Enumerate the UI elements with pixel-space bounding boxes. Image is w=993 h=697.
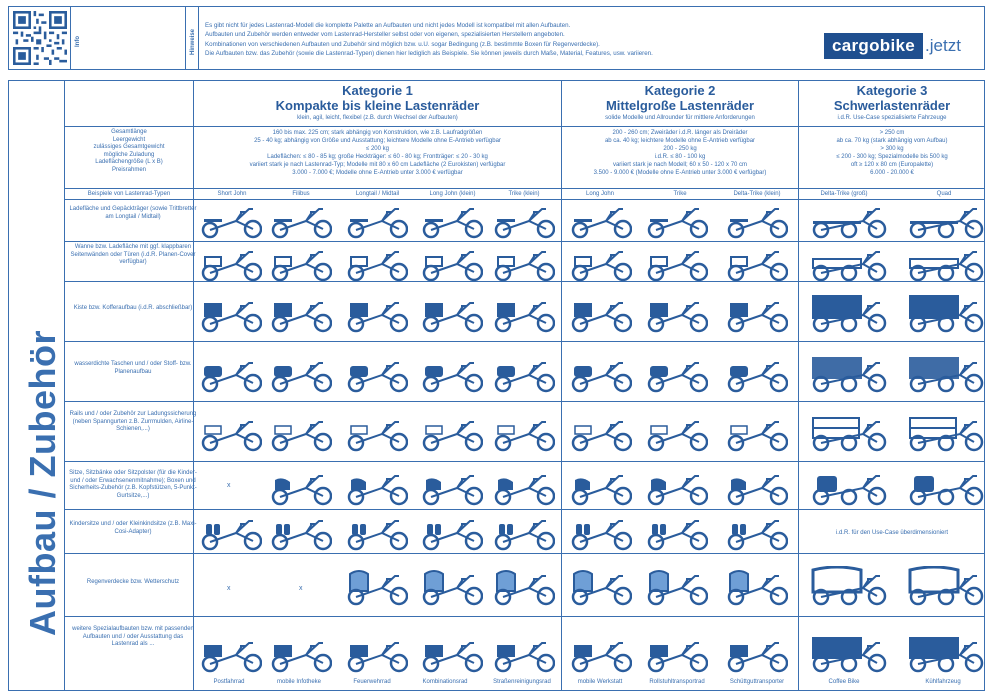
category-sub: solide Modelle und Allrounder für mittlere Anforderungen [605, 115, 755, 121]
cargo-bike-icon [646, 242, 708, 287]
cargo-bike-icon [200, 511, 262, 556]
category-title: Kategorie 3 [856, 83, 928, 98]
spec-value: ≤ 200 kg [366, 146, 389, 153]
cargo-bike-icon [726, 412, 788, 457]
cargo-bike-icon [270, 199, 332, 244]
category-1-heading [194, 83, 561, 121]
oversized-note: i.d.R. für den Use-Case überdimensioniert [835, 530, 949, 536]
hint-line: Es gibt nicht für jedes Lastenrad-Modell die komplette Palette an Aufbauten und nicht jedes Modell ist kompatibel mit allen Aufbauten. [205, 22, 571, 29]
cargo-bike-icon [200, 633, 262, 678]
cargo-bike-icon [421, 242, 483, 287]
category-sub: klein, agil, leicht, flexibel (z.B. durch Wechsel der Aufbauten) [297, 115, 458, 121]
cargobike-logo[interactable] [824, 33, 961, 58]
logo-dot: . [925, 35, 930, 55]
cargo-bike-icon [646, 633, 708, 678]
special-caption: Kombinationsrad [422, 679, 468, 685]
cargo-bike-icon [346, 633, 408, 678]
type-label: Short John [217, 191, 247, 197]
cargo-bike-icon [570, 511, 632, 556]
spec-value: ab ca. 70 kg (stark abhängig vom Aufbau) [836, 138, 948, 145]
category-1-specs [195, 129, 560, 178]
cargo-bike-icon [570, 633, 632, 678]
type-label: Trike (klein) [508, 191, 540, 197]
spec-value: 200 - 260 cm; Zweiräder i.d.R. länger als Dreiräder [612, 130, 748, 136]
cargo-bike-icon [270, 511, 332, 556]
not-applicable-mark: x [227, 482, 231, 489]
cargo-bike-icon [809, 293, 889, 338]
info-header [8, 6, 985, 70]
row-label: wasserdichte Taschen und / oder Stoff- bzw. Planenaufbau [74, 361, 192, 375]
cargo-bike-icon [906, 633, 986, 678]
qr-code[interactable] [13, 11, 67, 65]
side-column [9, 81, 65, 690]
not-applicable-mark: x [227, 585, 231, 592]
cargo-bike-icon [906, 353, 986, 398]
cargo-bike-icon [726, 353, 788, 398]
cargo-bike-icon [646, 353, 708, 398]
category-title: Kategorie 2 [644, 83, 716, 98]
category-2-heading [562, 83, 798, 121]
types-label: Beispiele von Lastenrad-Typen [87, 191, 171, 197]
category-title: Kategorie 1 [342, 83, 413, 98]
cargo-bike-icon [493, 566, 555, 611]
cargo-bike-icon [421, 511, 483, 556]
cargo-bike-icon [421, 412, 483, 457]
spec-value: 3.000 - 7.000 €; Modelle ohne E-Antrieb unter 3.000 € verfügbar [292, 170, 463, 177]
spec-value: variiert stark je nach Modell; 60 x 50 - 120 x 70 cm [612, 162, 748, 169]
row-label: Wanne bzw. Ladefläche mit ggf. klappbaren Seitenwänden oder Türen (i.d.R. Planen-Cover verfügbar) [70, 244, 196, 266]
row-label: Rails und / oder Zubehör zur Ladungssicherung (neben Spanngurten z.B. Zurrmulden, Airline-Schienen,...) [69, 411, 197, 433]
cargo-bike-icon [906, 293, 986, 338]
hints-label: Hinweise [190, 28, 196, 55]
row-label: Sitze, Sitzbänke oder Sitzpolster (für die Kinder- und / oder Erwachsenenmitnahme); Boxen und Sicherheits-Zubehör (z.B. Kopfstützen, 5-Punkt-Gurtsitze,...) [69, 470, 197, 499]
spec-label: Leergewicht [112, 136, 146, 143]
special-caption: Postfahrrad [213, 679, 245, 685]
spec-value: ≤ 200 - 300 kg; Spezialmodelle bis 500 kg [836, 154, 948, 161]
cargo-bike-icon [809, 199, 889, 244]
info-label: Info [75, 36, 81, 47]
hints-text [205, 21, 805, 59]
cargo-bike-icon [570, 293, 632, 338]
cargo-bike-icon [726, 242, 788, 287]
row-label: Regenverdecke bzw. Wetterschutz [86, 579, 180, 585]
category-name: Schwerlastenräder [833, 98, 951, 113]
spec-label: zulässiges Gesamtgewicht [93, 144, 165, 151]
row-label: Ladefläche und Gepäckträger (sowie Trittbretter am Longtail / Midtail) [69, 206, 197, 220]
cargo-bike-icon [421, 633, 483, 678]
cargo-bike-icon [200, 293, 262, 338]
cargo-bike-icon [809, 566, 889, 611]
cargo-bike-icon [493, 293, 555, 338]
cargo-bike-icon [346, 293, 408, 338]
row-label: weitere Spezialaufbauten bzw. mit passenden Aufbauten und / oder Ausstattung das Lastenrad als ... [72, 626, 194, 648]
cargo-bike-icon [906, 242, 986, 287]
cargo-bike-icon [346, 412, 408, 457]
cargo-bike-icon [493, 199, 555, 244]
cargo-bike-icon [493, 353, 555, 398]
cargo-bike-icon [809, 353, 889, 398]
category-sub: i.d.R. Use-Case spezialisierte Fahrzeuge [837, 115, 947, 121]
type-label: Trike [673, 191, 687, 197]
spec-label: Preisrahmen [111, 166, 146, 173]
cargo-bike-icon [726, 633, 788, 678]
cargo-bike-icon [646, 412, 708, 457]
spec-value: ab ca. 40 kg; leichtere Modelle ohne E-Antrieb verfügbar [604, 138, 756, 145]
cargo-bike-icon [646, 293, 708, 338]
cargo-bike-icon [646, 566, 708, 611]
cargo-bike-icon [493, 633, 555, 678]
special-caption: Rollstuhltransportrad [649, 679, 705, 685]
cargo-bike-icon [200, 353, 262, 398]
spec-value: variiert stark je nach Lastenrad-Typ; Modelle mit 80 x 60 cm Ladefläche (2 Eurokisten) verfügbar [249, 162, 506, 169]
cargo-bike-icon [270, 242, 332, 287]
cargo-bike-icon [270, 466, 332, 511]
type-label: Long John (klein) [429, 191, 476, 197]
spec-value: > 250 cm [879, 130, 905, 136]
category-3-specs [800, 129, 984, 178]
special-caption: Schüttguttransporter [729, 679, 785, 685]
spec-value: 200 - 250 kg [663, 146, 697, 153]
type-label: Delta-Trike (klein) [733, 191, 781, 197]
spec-labels [69, 129, 189, 175]
cargo-bike-icon [270, 353, 332, 398]
cargo-bike-icon [421, 466, 483, 511]
spec-value: Ladeflächen: ≤ 80 - 85 kg; große Heckträger: ≤ 60 - 80 kg; Frontträger: ≤ 20 - 30 kg [267, 154, 488, 161]
spec-value: 25 - 40 kg; abhängig von Größe und Ausstattung; leichtere Modelle ohne E-Antrieb verfügbar [254, 138, 501, 145]
category-name: Mittelgroße Lastenräder [605, 98, 755, 113]
type-label: Long John [585, 191, 615, 197]
side-title: Aufbau / Zubehör [22, 330, 63, 636]
cargo-bike-icon [570, 242, 632, 287]
hint-line: Aufbauten und Zubehör werden entweder vom Lastenrad-Hersteller selbst oder von eigenen, spezialisierten Herstellern angeboten. [205, 31, 565, 39]
cargo-bike-icon [270, 412, 332, 457]
cargo-bike-icon [493, 412, 555, 457]
cargo-bike-icon [493, 511, 555, 556]
cargo-bike-icon [346, 566, 408, 611]
cargo-bike-icon [906, 566, 986, 611]
row-label: Kiste bzw. Kofferaufbau (i.d.R. abschließbar) [73, 305, 193, 311]
special-caption: Coffee Bike [828, 679, 860, 685]
special-caption: Feuerwehrrad [353, 679, 391, 685]
cargo-bike-icon [346, 466, 408, 511]
cargo-bike-icon [646, 511, 708, 556]
cargo-bike-icon [346, 353, 408, 398]
cargo-bike-icon [570, 199, 632, 244]
type-label: Filibus [292, 191, 310, 197]
row-label: Kindersitze und / oder Kleinkindsitze (z.B. Maxi-Cosi-Adapter) [69, 521, 197, 535]
spec-value: oft ≥ 120 x 80 cm (Europalette) [850, 162, 934, 169]
special-caption: mobile Infotheke [276, 679, 322, 685]
spec-value: i.d.R. ≤ 80 - 100 kg [654, 154, 706, 161]
cargo-bike-icon [570, 566, 632, 611]
cargo-bike-icon [493, 466, 555, 511]
cargo-bike-icon [906, 466, 986, 511]
hint-line: Die Aufbauten bzw. das Zubehör (sowie die Lastenrad-Typen) dienen hier lediglich als Beispiele. Sie können jeweils durch Maße, Material, Features, usw. variieren. [205, 50, 653, 58]
spec-value: 6.000 - 20.000 € [870, 170, 914, 177]
cargo-bike-icon [570, 412, 632, 457]
cargo-bike-icon [906, 412, 986, 457]
cargo-bike-icon [421, 566, 483, 611]
overview-table [8, 80, 985, 691]
type-label: Quad [936, 191, 952, 197]
cargo-bike-icon [200, 199, 262, 244]
category-name: Kompakte bis kleine Lastenräder [275, 98, 480, 113]
cargo-bike-icon [726, 293, 788, 338]
cargo-bike-icon [270, 633, 332, 678]
cargo-bike-icon [646, 466, 708, 511]
hint-line: Kombinationen von verschiedenen Aufbauten und Zubehör sind möglich bzw. u.U. sogar Bedingung (z.B. bestimmte Boxen für Regenverdecke). [205, 40, 600, 48]
spec-value: 3.500 - 9.000 € (Modelle ohne E-Antrieb unter 3.000 € verfügbar) [593, 170, 767, 177]
cargo-bike-icon [421, 293, 483, 338]
cargo-bike-icon [906, 199, 986, 244]
category-2-specs [563, 129, 797, 178]
cargo-bike-icon [809, 466, 889, 511]
cargo-bike-icon [809, 412, 889, 457]
spec-label: mögliche Zuladung [103, 151, 155, 158]
special-caption: Straßenreinigungsrad [493, 679, 551, 685]
type-label: Longtail / Midtail [355, 191, 400, 197]
special-caption: Kühlfahrzeug [925, 679, 961, 685]
not-applicable-mark: x [299, 585, 303, 592]
cargo-bike-icon [346, 199, 408, 244]
spec-label: Ladeflächengröße (L x B) [95, 159, 163, 166]
cargo-bike-icon [270, 293, 332, 338]
spec-label: Gesamtlänge [111, 129, 147, 135]
cargo-bike-icon [200, 412, 262, 457]
spec-value: > 300 kg [880, 146, 904, 153]
type-label: Delta-Trike (groß) [820, 191, 868, 197]
cargo-bike-icon [726, 511, 788, 556]
cargo-bike-icon [421, 199, 483, 244]
special-caption: mobile Werkstatt [577, 679, 623, 685]
cargo-bike-icon [421, 353, 483, 398]
cargo-bike-icon [200, 242, 262, 287]
category-3-heading [799, 83, 985, 121]
cargo-bike-icon [493, 242, 555, 287]
cargo-bike-icon [809, 633, 889, 678]
cargo-bike-icon [726, 199, 788, 244]
cargo-bike-icon [726, 566, 788, 611]
cargo-bike-icon [570, 466, 632, 511]
cargo-bike-icon [346, 242, 408, 287]
spec-value: 160 bis max. 225 cm; stark abhängig von Konstruktion, wie z.B. Laufradgrößen [272, 130, 483, 136]
cargo-bike-icon [726, 466, 788, 511]
logo-main: cargobike [824, 33, 923, 59]
cargo-bike-icon [646, 199, 708, 244]
cargo-bike-icon [809, 242, 889, 287]
cargo-bike-icon [570, 353, 632, 398]
cargo-bike-icon [346, 511, 408, 556]
logo-suffix: jetzt [929, 35, 961, 55]
